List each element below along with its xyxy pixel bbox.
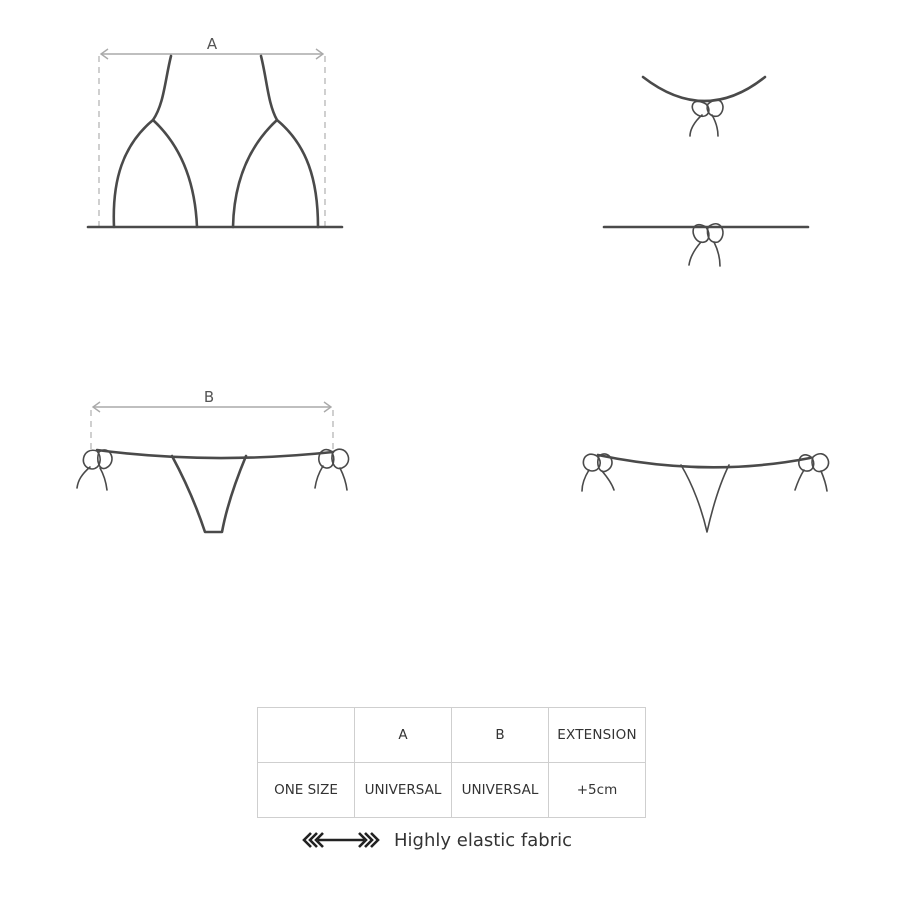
size-table <box>257 707 646 818</box>
elastic-feature <box>302 826 572 854</box>
table-row <box>258 763 646 818</box>
table-header-cell: A <box>355 708 452 763</box>
table-cell: ONE SIZE <box>258 763 355 818</box>
top-back-view <box>604 77 808 266</box>
bottom-back-view <box>582 454 829 532</box>
dimension-a-label: A <box>206 35 218 53</box>
table-header-row <box>258 708 646 763</box>
neck-bow-icon <box>690 100 723 136</box>
dimension-b-label: B <box>203 388 215 406</box>
table-header-cell <box>258 708 355 763</box>
left-side-bow-icon <box>77 450 112 490</box>
table-cell: UNIVERSAL <box>355 763 452 818</box>
table-header-cell: EXTENSION <box>549 708 646 763</box>
table-cell: +5cm <box>549 763 646 818</box>
table-cell: UNIVERSAL <box>452 763 549 818</box>
double-arrow-icon <box>302 830 380 850</box>
back-left-bow-icon <box>582 454 614 491</box>
top-front-view <box>88 35 342 227</box>
bottom-front-view <box>77 388 349 532</box>
back-right-bow-icon <box>795 454 829 491</box>
feature-text: Highly elastic fabric <box>394 829 572 851</box>
back-bow-icon <box>689 224 723 266</box>
right-side-bow-icon <box>315 449 349 490</box>
table-header-cell: B <box>452 708 549 763</box>
